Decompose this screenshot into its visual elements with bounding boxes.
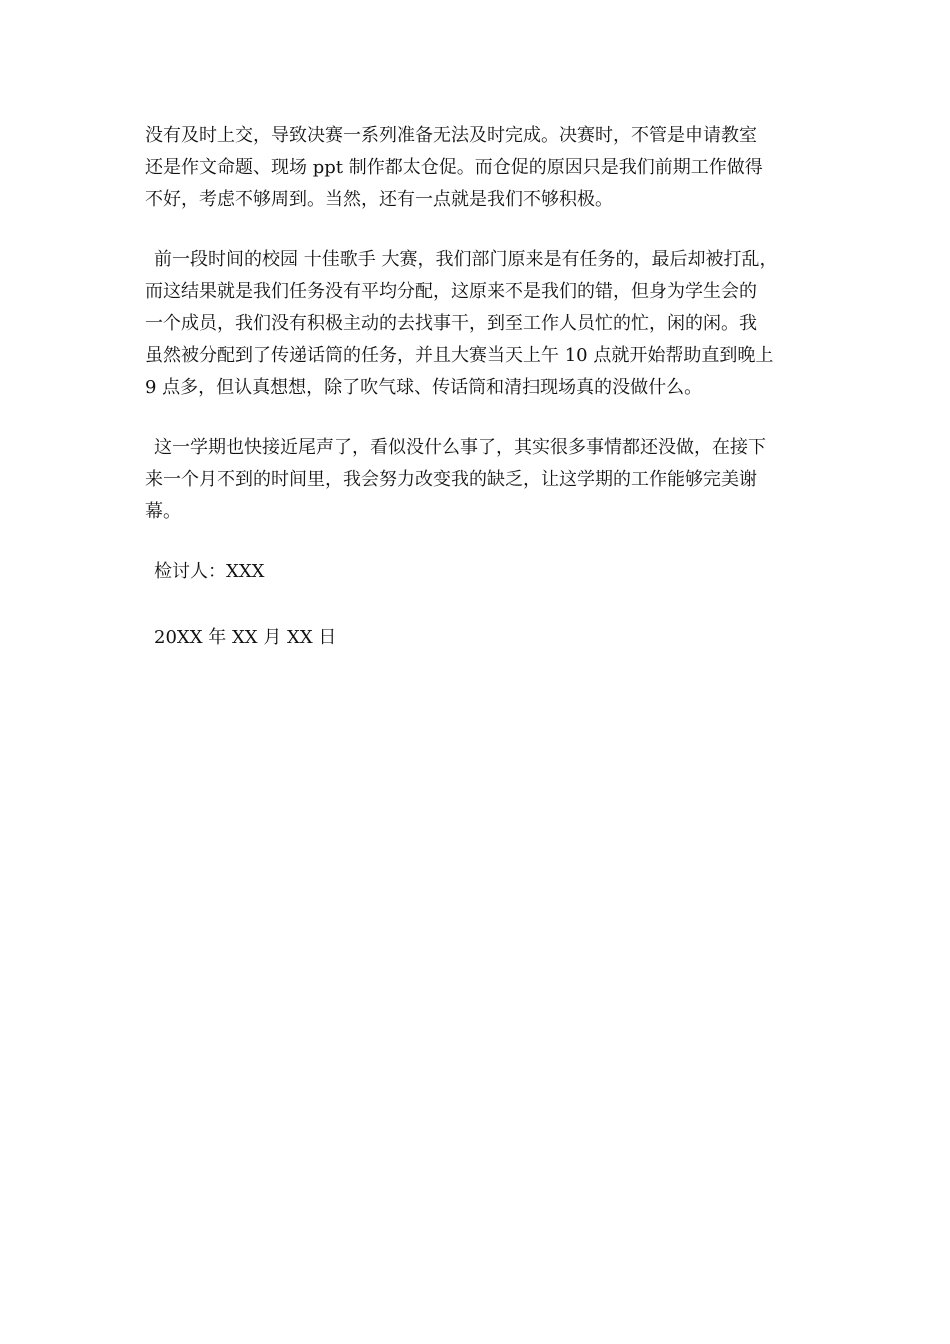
text-line: 不好，考虑不够周到。当然，还有一点就是我们不够积极。 [145, 189, 613, 210]
text-line: 前一段时间的校园 十佳歌手 大赛，我们部门原来是有任务的，最后却被打乱， [154, 249, 778, 270]
date-block [145, 622, 825, 654]
text-line: 还是作文命题、现场 ppt 制作都太仓促。而仓促的原因只是我们前期工作做得 [145, 157, 763, 178]
paragraph-2 [145, 244, 825, 404]
text-line: 虽然被分配到了传递话筒的任务，并且大赛当天上午 10 点就开始帮助直到晚上 [145, 345, 774, 366]
text-line: 9 点多，但认真想想，除了吹气球、传话筒和清扫现场真的没做什么。 [145, 377, 703, 398]
paragraph-3 [145, 432, 825, 528]
text-line: 没有及时上交，导致决赛一系列准备无法及时完成。决赛时，不管是申请教室 [145, 125, 757, 146]
text-line: 这一学期也快接近尾声了，看似没什么事了，其实很多事情都还没做，在接下 [154, 437, 766, 458]
reviewer-line: 检讨人：XXX [154, 561, 265, 582]
text-line: 幕。 [145, 501, 181, 522]
text-line: 而这结果就是我们任务没有平均分配，这原来不是我们的错，但身为学生会的 [145, 281, 757, 302]
paragraph-1 [145, 120, 825, 216]
signature-block [145, 556, 825, 588]
text-line: 来一个月不到的时间里，我会努力改变我的缺乏，让这学期的工作能够完美谢 [145, 469, 757, 490]
document-body [145, 120, 825, 688]
text-line: 一个成员，我们没有积极主动的去找事干，到至工作人员忙的忙，闲的闲。我 [145, 313, 757, 334]
date-line: 20XX 年 XX 月 XX 日 [154, 627, 337, 648]
